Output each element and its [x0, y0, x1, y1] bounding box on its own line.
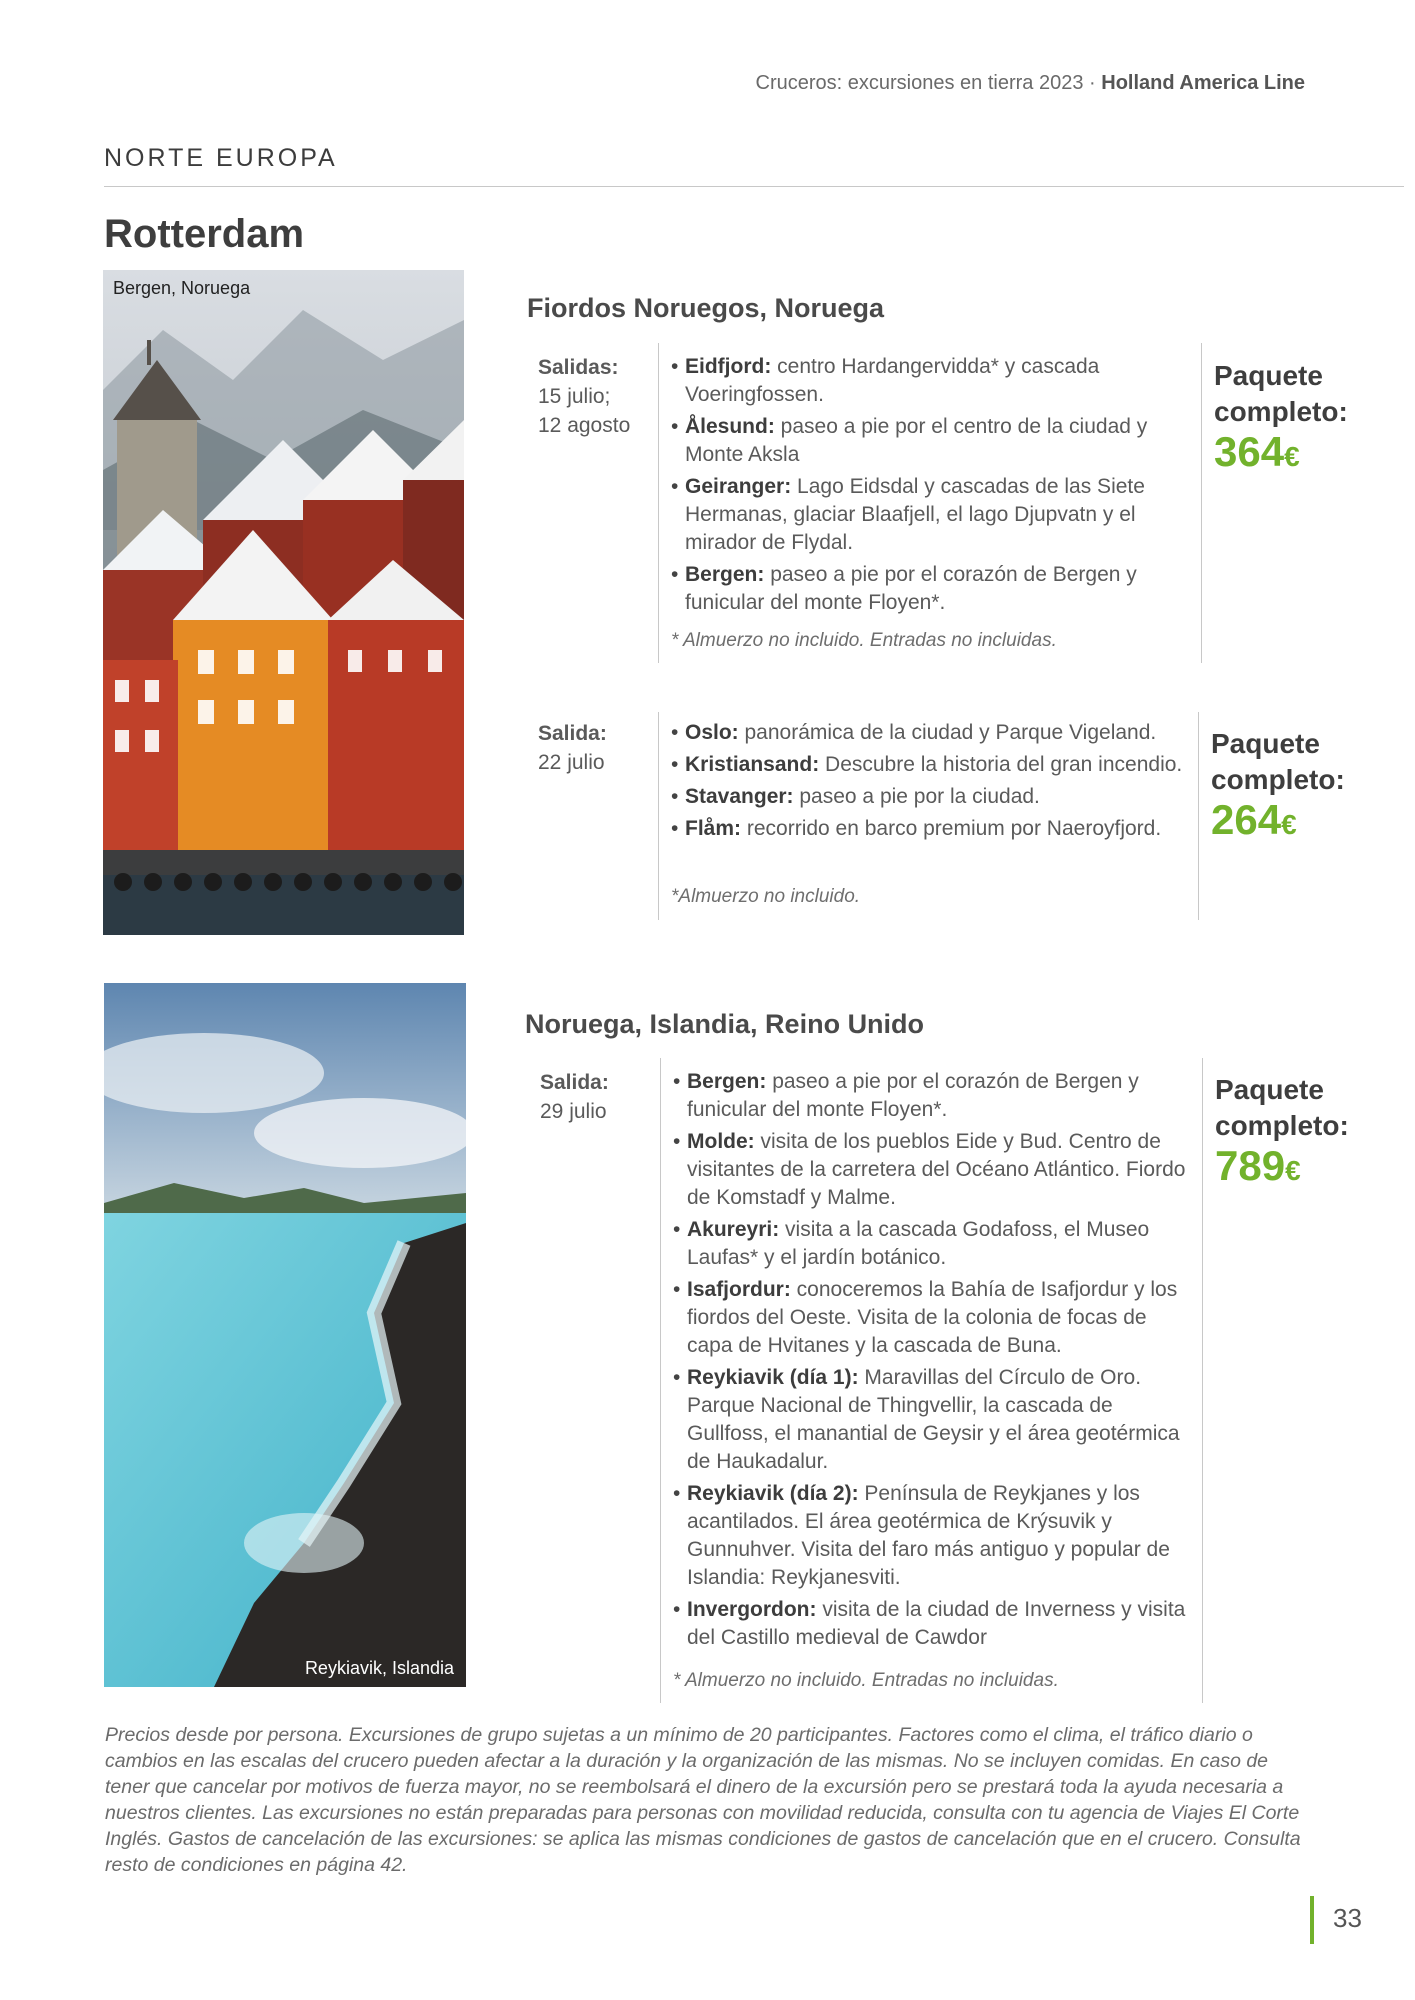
- list-item: • Ålesund: paseo a pie por el centro de la ciudad y Monte Aksla: [671, 413, 1191, 469]
- list-item: • Flåm: recorrido en barco premium por Naeroyfjord.: [671, 815, 1191, 843]
- excursion-list: [671, 719, 1191, 847]
- footnote: * Almuerzo no incluido. Entradas no incluidas.: [671, 630, 1057, 651]
- footnote: *Almuerzo no incluido.: [671, 886, 861, 907]
- bergen-illustration: [103, 270, 464, 935]
- departure-dates: [538, 719, 607, 777]
- package-price: 364€: [1214, 428, 1300, 475]
- list-item: • Akureyri: visita a la cascada Godafoss, el Museo Laufas* y el jardín botánico.: [673, 1216, 1193, 1272]
- list-item: • Isafjordur: conoceremos la Bahía de Isafjordur y los fiordos del Oeste. Visita de la colonia de focas de capa de Hvitanes y la cascada de Buna.: [673, 1276, 1193, 1360]
- route-title: Fiordos Noruegos, Noruega: [527, 293, 885, 323]
- publication-header: [756, 72, 1305, 95]
- list-item: • Invergordon: visita de la ciudad de Inverness y visita del Castillo medieval de Cawdor: [673, 1596, 1193, 1652]
- footnote: * Almuerzo no incluido. Entradas no incluidas.: [673, 1670, 1059, 1691]
- section-divider: [104, 186, 1404, 187]
- list-item: • Reykiavik (día 2): Península de Reykjanes y los acantilados. El área geotérmica de Krýsuvik y Gunnuhver. Visita del faro más antiguo y popular de Islandia: Reykjanesviti.: [673, 1480, 1193, 1592]
- column-divider: [1201, 343, 1202, 663]
- package-label: Paquete completo:: [1214, 360, 1348, 427]
- list-item: • Geiranger: Lago Eidsdal y cascadas de las Siete Hermanas, glaciar Blaafjell, el lago Djupvatn y el mirador de Flydal.: [671, 473, 1191, 557]
- column-divider: [658, 712, 659, 920]
- package-label: Paquete completo:: [1215, 1074, 1349, 1141]
- route-title: Noruega, Islandia, Reino Unido: [525, 1009, 925, 1039]
- date-item: 12 agosto: [538, 414, 631, 437]
- column-divider: [1198, 712, 1199, 920]
- section-label: NORTE EUROPA: [104, 144, 338, 172]
- list-item: • Reykiavik (día 1): Maravillas del Círculo de Oro. Parque Nacional de Thingvellir, la cascada de Gullfoss, el manantial de Geysir y el área geotérmica de Haukadalur.: [673, 1364, 1193, 1476]
- dates-label: Salida:: [538, 722, 607, 745]
- photo-caption: Bergen, Noruega: [113, 278, 251, 298]
- package-price: 789€: [1215, 1142, 1301, 1189]
- reykiavik-illustration: [104, 983, 466, 1687]
- dates-label: Salida:: [540, 1071, 609, 1094]
- date-item: 15 julio;: [538, 385, 611, 408]
- photo-caption: Reykiavik, Islandia: [304, 1658, 454, 1678]
- page-title: Rotterdam: [104, 212, 305, 256]
- departure-dates: [540, 1068, 609, 1126]
- list-item: • Stavanger: paseo a pie por la ciudad.: [671, 783, 1191, 811]
- disclaimer-text: Precios desde por persona. Excursiones de grupo sujetas a un mínimo de 20 participantes. Factores como el clima, el tráfico diario o cambios en las escalas del crucero pueden afectar a la duración y la organización de las mismas. No se incluyen comidas. En caso de tener que cancelar por motivos de fuerza mayor, no se reembolsará el dinero de la excursión pero se prestará toda la ayuda necesaria a nuestros clientes. Las excursiones no están preparadas para personas con movilidad reducida, consulta con tu agencia de Viajes El Corte Inglés. Gastos de cancelación de las excursiones: se aplica las mismas condiciones de gastos de cancelación que en el crucero. Consulta resto de condiciones en página 42.: [105, 1724, 1301, 1876]
- dates-label: Salidas:: [538, 356, 619, 379]
- page-number-bar: [1310, 1896, 1314, 1944]
- column-divider: [660, 1058, 661, 1703]
- list-item: • Molde: visita de los pueblos Eide y Bud. Centro de visitantes de la carretera del Océano Atlántico. Fiordo de Komstadf y Malme.: [673, 1128, 1193, 1212]
- brand-name: Holland America Line: [1101, 72, 1305, 94]
- reykiavik-photo: [104, 983, 466, 1687]
- date-item: 29 julio: [540, 1100, 607, 1123]
- excursion-list: [671, 353, 1191, 621]
- list-item: • Bergen: paseo a pie por el corazón de Bergen y funicular del monte Floyen*.: [673, 1068, 1193, 1124]
- list-item: • Eidfjord: centro Hardangervidda* y cascada Voeringfossen.: [671, 353, 1191, 409]
- date-item: 22 julio: [538, 751, 605, 774]
- column-divider: [1202, 1058, 1203, 1703]
- list-item: • Bergen: paseo a pie por el corazón de Bergen y funicular del monte Floyen*.: [671, 561, 1191, 617]
- bergen-photo: [103, 270, 464, 935]
- column-divider: [658, 343, 659, 663]
- page-number: 33: [1333, 1903, 1362, 1933]
- list-item: • Oslo: panorámica de la ciudad y Parque Vigeland.: [671, 719, 1191, 747]
- package-price: 264€: [1211, 796, 1297, 843]
- excursion-list: [673, 1068, 1193, 1656]
- publication-title: Cruceros: excursiones en tierra 2023 ·: [755, 72, 1102, 94]
- departure-dates: [538, 353, 630, 440]
- list-item: • Kristiansand: Descubre la historia del gran incendio.: [671, 751, 1191, 779]
- package-label: Paquete completo:: [1211, 728, 1345, 795]
